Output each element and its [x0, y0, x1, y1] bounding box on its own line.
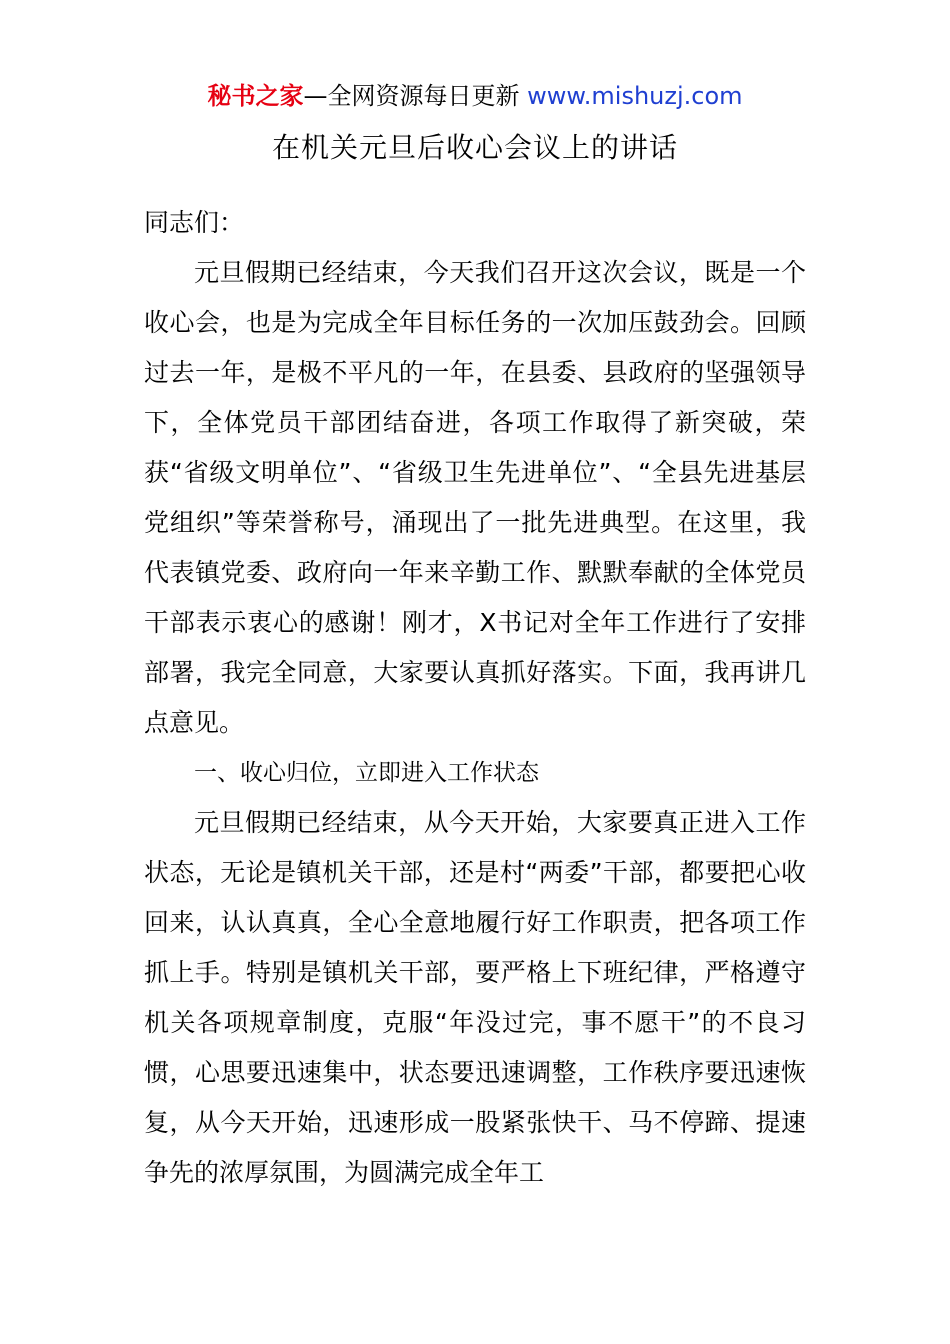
section-heading-1: 一、收心归位，立即进入工作状态 — [194, 760, 539, 786]
document-body — [144, 198, 806, 1198]
salutation: 同志们： — [144, 208, 245, 237]
paragraph-section-1: 元旦假期已经结束，从今天开始，大家要真正进入工作状态，无论是镇机关干部，还是村“两委”干部，都要把心收回来，认认真真，全心全意地履行好工作职责，把各项工作抓上手。特别是镇机关干部，要严格上下班纪律，严格遵守机关各项规章制度，克服“年没过完，事不愿干”的不良习惯，心思要迅速集中，状态要迅速调整，工作秩序要迅速恢复，从今天开始，迅速形成一股紧张快干、马不停蹄、提速争先的浓厚氛围，为圆满完成全年工 — [144, 808, 806, 1187]
site-brand: 秘书之家 — [207, 82, 304, 110]
site-url-link[interactable]: www.mishuzj.com — [527, 82, 743, 110]
document-title: 在机关元旦后收心会议上的讲话 — [271, 131, 678, 164]
paragraph-intro: 元旦假期已经结束，今天我们召开这次会议，既是一个收心会，也是为完成全年目标任务的一次加压鼓劲会。回顾过去一年，是极不平凡的一年，在县委、县政府的坚强领导下，全体党员干部团结奋进，各项工作取得了新突破，荣获“省级文明单位”、“省级卫生先进单位”、“全县先进基层党组织”等荣誉称号，涌现出了一批先进典型。在这里，我代表镇党委、政府向一年来辛勤工作、默默奉献的全体党员干部表示衷心的感谢！刚才，X书记对全年工作进行了安排部署，我完全同意，大家要认真抓好落实。下面，我再讲几点意见。 — [144, 258, 806, 737]
site-header — [0, 80, 950, 112]
site-tagline: —全网资源每日更新 — [303, 82, 528, 110]
